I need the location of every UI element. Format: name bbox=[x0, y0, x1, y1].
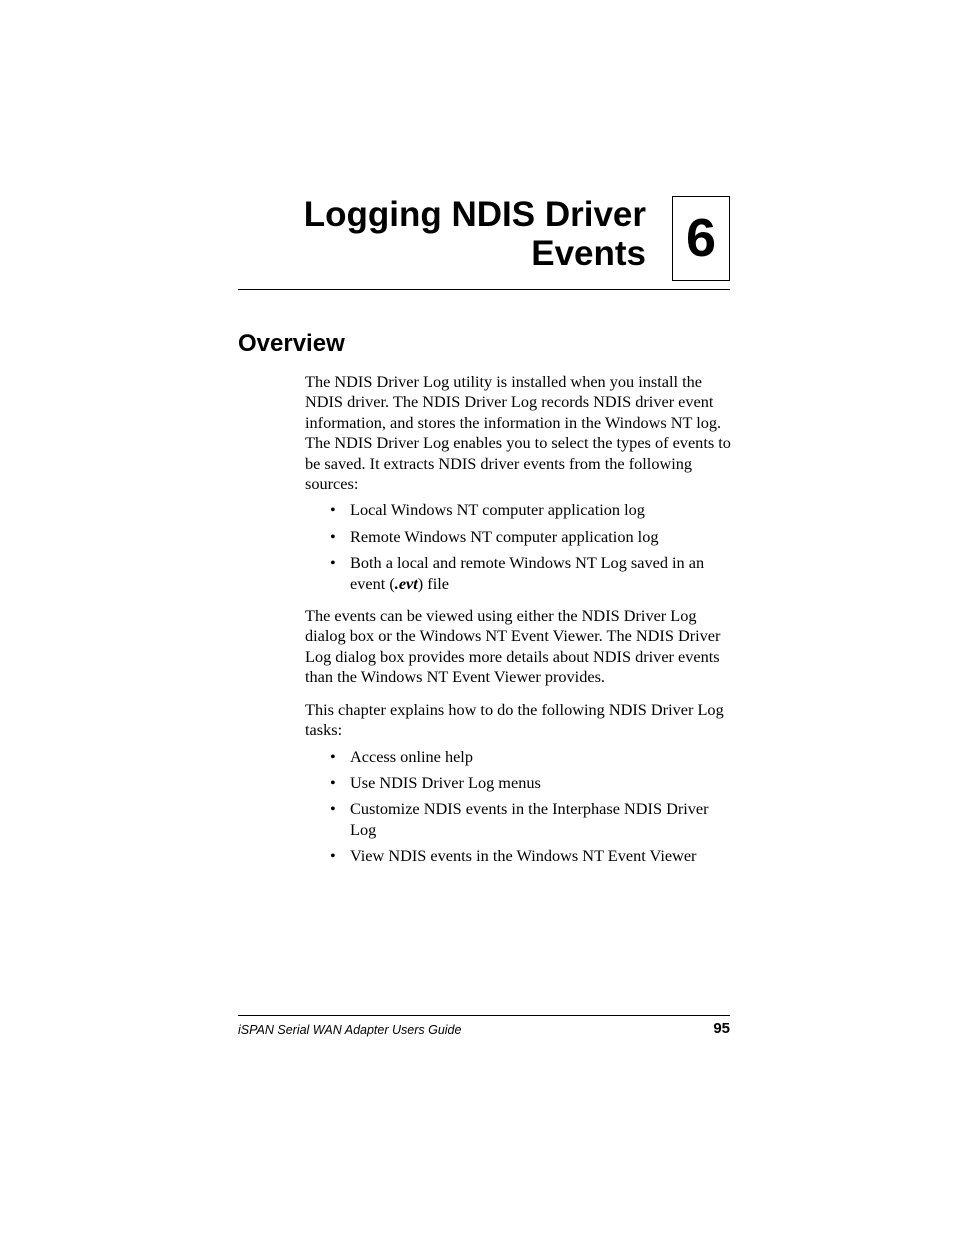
chapter-title-line-2: Events bbox=[531, 234, 646, 273]
section-heading-overview: Overview bbox=[238, 330, 345, 357]
list-item: • View NDIS events in the Windows NT Event Viewer bbox=[305, 846, 733, 866]
list-item: • Remote Windows NT computer application log bbox=[305, 527, 733, 547]
file-extension: .evt bbox=[394, 573, 418, 593]
list-item: • Local Windows NT computer application log bbox=[305, 500, 733, 520]
chapter-title-line-1: Logging NDIS Driver bbox=[303, 195, 646, 234]
list-item: • Use NDIS Driver Log menus bbox=[305, 773, 733, 793]
tasks-list bbox=[305, 747, 733, 867]
list-item-text-end: ) file bbox=[417, 573, 449, 593]
chapter-number-box: 6 bbox=[672, 196, 730, 281]
title-divider bbox=[238, 289, 730, 290]
footer-divider bbox=[238, 1015, 730, 1016]
page-number: 95 bbox=[713, 1020, 730, 1037]
list-item-text: Both a local and remote Windows NT Log saved in an event ( bbox=[350, 553, 705, 593]
chapter-title bbox=[238, 195, 646, 273]
intro-paragraph: The NDIS Driver Log utility is installed when you install the NDIS driver. The NDIS Driver Log records NDIS driver event information, and stores the information in the Windows NT log. The NDIS Driver Log enables you to select the types of events to be saved. It extracts NDIS driver events from the following sources: bbox=[305, 372, 731, 494]
footer-guide-title: iSPAN Serial WAN Adapter Users Guide bbox=[238, 1023, 462, 1037]
viewing-paragraph: The events can be viewed using either the NDIS Driver Log dialog box or the Windows NT Event Viewer. The NDIS Driver Log dialog box provides more details about NDIS driver events than the Windows NT Event Viewer provides. bbox=[305, 606, 721, 687]
list-item bbox=[305, 553, 733, 594]
overview-body bbox=[305, 372, 733, 867]
list-item: • Customize NDIS events in the Interphase NDIS Driver Log bbox=[305, 799, 733, 840]
tasks-intro-paragraph: This chapter explains how to do the following NDIS Driver Log tasks: bbox=[305, 699, 724, 740]
sources-list bbox=[305, 500, 733, 594]
list-item: • Access online help bbox=[305, 747, 733, 767]
